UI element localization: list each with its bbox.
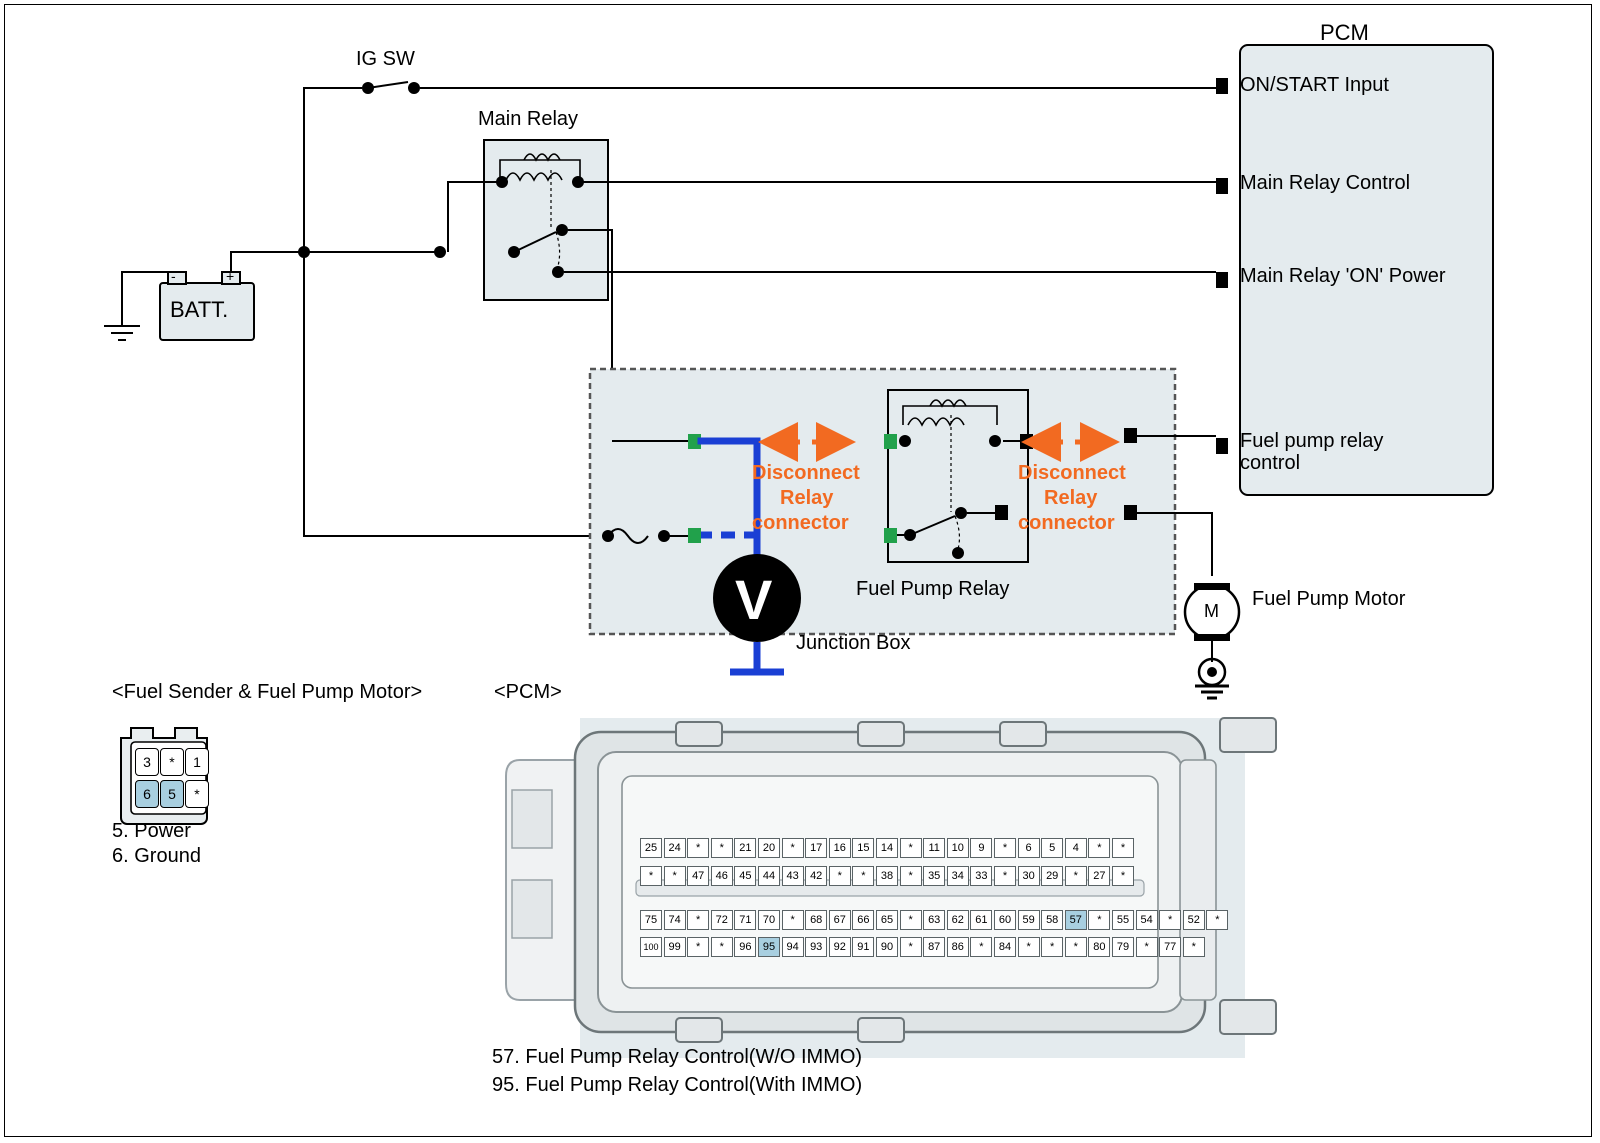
pcm-pin-label-main-relay-control: Main Relay Control	[1240, 172, 1411, 194]
pcm-pin-cell[interactable]: *	[1136, 937, 1158, 957]
pcm-pin-cell[interactable]: *	[687, 937, 709, 957]
fuel-pump-motor-label: Fuel Pump Motor	[1252, 588, 1406, 610]
pcm-housing-tab-b	[512, 880, 552, 938]
pcm-pin-cell[interactable]: 16	[829, 838, 851, 858]
pcm-pin-cell[interactable]: 6	[1018, 838, 1040, 858]
pcm-latch-top-1	[676, 722, 722, 746]
junction-box-label: Junction Box	[796, 632, 911, 654]
main-relay-label: Main Relay	[478, 108, 579, 130]
pcm-pin-cell[interactable]: 29	[1041, 866, 1063, 886]
pcm-pin-cell[interactable]: 55	[1112, 910, 1134, 930]
pcm-pin-cell[interactable]: *	[711, 838, 733, 858]
pcm-pin-cell[interactable]: 90	[876, 937, 898, 957]
pcm-pin-cell[interactable]: *	[970, 937, 992, 957]
pcm-pin-cell[interactable]: 54	[1136, 910, 1158, 930]
voltmeter-label: V	[735, 568, 773, 631]
pcm-pin-cell[interactable]: 77	[1159, 937, 1181, 957]
pcm-pin-cell[interactable]: 34	[947, 866, 969, 886]
pcm-pin-cell[interactable]: 62	[947, 910, 969, 930]
pcm-pin-label-fuel-pump-relay-control-2: control	[1240, 452, 1301, 474]
pcm-pin-cell[interactable]: 70	[758, 910, 780, 930]
pcm-pin-cell[interactable]: 66	[852, 910, 874, 930]
pcm-pin-cell[interactable]: 35	[923, 866, 945, 886]
pcm-pin-cell[interactable]: 47	[687, 866, 709, 886]
pcm-pin-cell[interactable]: *	[1088, 838, 1110, 858]
pcm-pin-cell[interactable]: 44	[758, 866, 780, 886]
pcm-pin-cell[interactable]: 5	[1041, 838, 1063, 858]
pcm-pin-cell[interactable]: 74	[664, 910, 686, 930]
pcm-pin-cell[interactable]: *	[1206, 910, 1228, 930]
pcm-pin-cell[interactable]: 11	[923, 838, 945, 858]
pcm-pin-cell[interactable]: 96	[734, 937, 756, 957]
pcm-pin-cell[interactable]: *	[1065, 866, 1087, 886]
pcm-mount-tab-bottom	[1220, 1000, 1276, 1034]
pcm-pin-cell[interactable]: *	[1088, 910, 1110, 930]
pcm-pin-cell[interactable]: *	[900, 866, 922, 886]
pcm-legend-95: 95. Fuel Pump Relay Control(With IMMO)	[492, 1074, 863, 1096]
pcm-title: PCM	[1320, 20, 1369, 45]
pcm-latch-top-3	[1000, 722, 1046, 746]
sender-pin-cell[interactable]: 1	[185, 748, 209, 776]
pcm-pin-cell[interactable]: 9	[970, 838, 992, 858]
pcm-pin-cell[interactable]: 33	[970, 866, 992, 886]
pcm-pin-cell[interactable]: 93	[805, 937, 827, 957]
disconnect-right-line3: connector	[1018, 512, 1115, 534]
pcm-pin-label-fuel-pump-relay-control-1: Fuel pump relay	[1240, 430, 1384, 452]
sender-pin-cell[interactable]: 3	[135, 748, 159, 776]
pcm-pin-cell[interactable]: 43	[782, 866, 804, 886]
pcm-pin-cell[interactable]: 95	[758, 937, 780, 957]
pcm-pin-cell[interactable]: 80	[1088, 937, 1110, 957]
pcm-pin-cell[interactable]: *	[687, 838, 709, 858]
pcm-pin-cell[interactable]: *	[900, 838, 922, 858]
pcm-mount-tab-top	[1220, 718, 1276, 752]
pcm-pin-cell[interactable]: 99	[664, 937, 686, 957]
pcm-pin-cell[interactable]: 57	[1065, 910, 1087, 930]
pcm-pin-cell[interactable]: 67	[829, 910, 851, 930]
pcm-legend-57: 57. Fuel Pump Relay Control(W/O IMMO)	[492, 1046, 863, 1068]
pcm-pin-cell[interactable]: 38	[876, 866, 898, 886]
pcm-pin-cell[interactable]: *	[1065, 937, 1087, 957]
pcm-connector-header: <PCM>	[494, 681, 562, 703]
sender-legend-5: 5. Power	[112, 820, 191, 842]
pcm-pin-cell[interactable]: 72	[711, 910, 733, 930]
pcm-pin-cell[interactable]: *	[1159, 910, 1181, 930]
sender-connector-header: <Fuel Sender & Fuel Pump Motor>	[112, 681, 423, 703]
pcm-pin-label-on-start: ON/START Input	[1240, 74, 1389, 96]
pcm-pin-cell[interactable]: 46	[711, 866, 733, 886]
pcm-pin-cell[interactable]: 84	[994, 937, 1016, 957]
pcm-pin-cell[interactable]: 52	[1183, 910, 1205, 930]
pcm-pin-cell[interactable]: *	[1041, 937, 1063, 957]
pcm-pin-cell[interactable]: 21	[734, 838, 756, 858]
pcm-pin-cell[interactable]: *	[829, 866, 851, 886]
pcm-latch-bottom-1	[676, 1018, 722, 1042]
sender-pin-cell[interactable]: *	[185, 780, 209, 808]
pcm-pin-cell[interactable]: 20	[758, 838, 780, 858]
pcm-pin-cell[interactable]: *	[1112, 838, 1134, 858]
pcm-pin-cell[interactable]: 86	[947, 937, 969, 957]
battery-pos-label: +	[226, 268, 235, 284]
pcm-pin-cell[interactable]: 63	[923, 910, 945, 930]
pcm-pin-cell[interactable]: *	[687, 910, 709, 930]
sender-pin-cell[interactable]: 5	[160, 780, 184, 808]
pcm-pin-cell[interactable]: 42	[805, 866, 827, 886]
pcm-pin-cell[interactable]: *	[852, 866, 874, 886]
pcm-pin-cell[interactable]: 30	[1018, 866, 1040, 886]
pcm-pin-label-main-relay-on-power: Main Relay 'ON' Power	[1240, 265, 1446, 287]
motor-symbol-label: M	[1204, 601, 1219, 621]
pcm-pin-cell[interactable]: 87	[923, 937, 945, 957]
pcm-pin-cell[interactable]: 24	[664, 838, 686, 858]
sender-pin-cell[interactable]: *	[160, 748, 184, 776]
pcm-pin-cell[interactable]: 45	[734, 866, 756, 886]
sender-pin-cell[interactable]: 6	[135, 780, 159, 808]
disconnect-right-line2: Relay	[1044, 487, 1098, 509]
pcm-pin-cell[interactable]: *	[1018, 937, 1040, 957]
pcm-pin-cell[interactable]: *	[1183, 937, 1205, 957]
pcm-pin-cell[interactable]: *	[994, 838, 1016, 858]
pcm-pin-cell[interactable]: 65	[876, 910, 898, 930]
battery-label: BATT.	[170, 297, 229, 322]
pcm-pin-cell[interactable]: *	[711, 937, 733, 957]
pcm-pin-cell[interactable]: 59	[1018, 910, 1040, 930]
pcm-pin-cell[interactable]: 100	[640, 937, 662, 957]
pcm-pin-cell[interactable]: 10	[947, 838, 969, 858]
pcm-pin-cell[interactable]: 4	[1065, 838, 1087, 858]
pcm-pin-cell[interactable]: 68	[805, 910, 827, 930]
pcm-pin-cell[interactable]: 15	[852, 838, 874, 858]
pcm-pin-cell[interactable]: 61	[970, 910, 992, 930]
pcm-pin-cell[interactable]: *	[640, 866, 662, 886]
ig-sw-label: IG SW	[356, 48, 415, 70]
pcm-right-rail	[1180, 760, 1216, 1000]
pcm-pin-cell[interactable]: *	[664, 866, 686, 886]
pcm-pin-cell[interactable]: 91	[852, 937, 874, 957]
pcm-pin-cell[interactable]: 71	[734, 910, 756, 930]
pcm-pin-cell[interactable]: 75	[640, 910, 662, 930]
battery-neg-label: -	[171, 268, 176, 284]
disconnect-left-line3: connector	[752, 512, 849, 534]
pcm-pin-cell[interactable]: *	[1112, 866, 1134, 886]
pcm-pin-cell[interactable]: 92	[829, 937, 851, 957]
pcm-pin-cell[interactable]: 27	[1088, 866, 1110, 886]
pcm-latch-bottom-2	[858, 1018, 904, 1042]
sender-legend-6: 6. Ground	[112, 845, 201, 867]
pcm-pin-cell[interactable]: *	[994, 866, 1016, 886]
pcm-pin-cell[interactable]: 94	[782, 937, 804, 957]
pcm-pin-cell[interactable]: *	[782, 838, 804, 858]
disconnect-left-line2: Relay	[780, 487, 834, 509]
pcm-pin-cell[interactable]: 58	[1041, 910, 1063, 930]
pcm-pin-cell[interactable]: 60	[994, 910, 1016, 930]
pcm-pin-cell[interactable]: *	[900, 937, 922, 957]
pcm-pin-cell[interactable]: *	[900, 910, 922, 930]
disconnect-right-line1: Disconnect	[1018, 462, 1126, 484]
pcm-pin-cell[interactable]: 79	[1112, 937, 1134, 957]
fuel-pump-relay-label: Fuel Pump Relay	[856, 578, 1010, 600]
pcm-housing-tab-a	[512, 790, 552, 848]
pcm-pin-cell[interactable]: 14	[876, 838, 898, 858]
pcm-pin-cell[interactable]: 25	[640, 838, 662, 858]
pcm-pin-cell[interactable]: 17	[805, 838, 827, 858]
pcm-pin-cell[interactable]: *	[782, 910, 804, 930]
pcm-latch-top-2	[858, 722, 904, 746]
disconnect-left-line1: Disconnect	[752, 462, 860, 484]
